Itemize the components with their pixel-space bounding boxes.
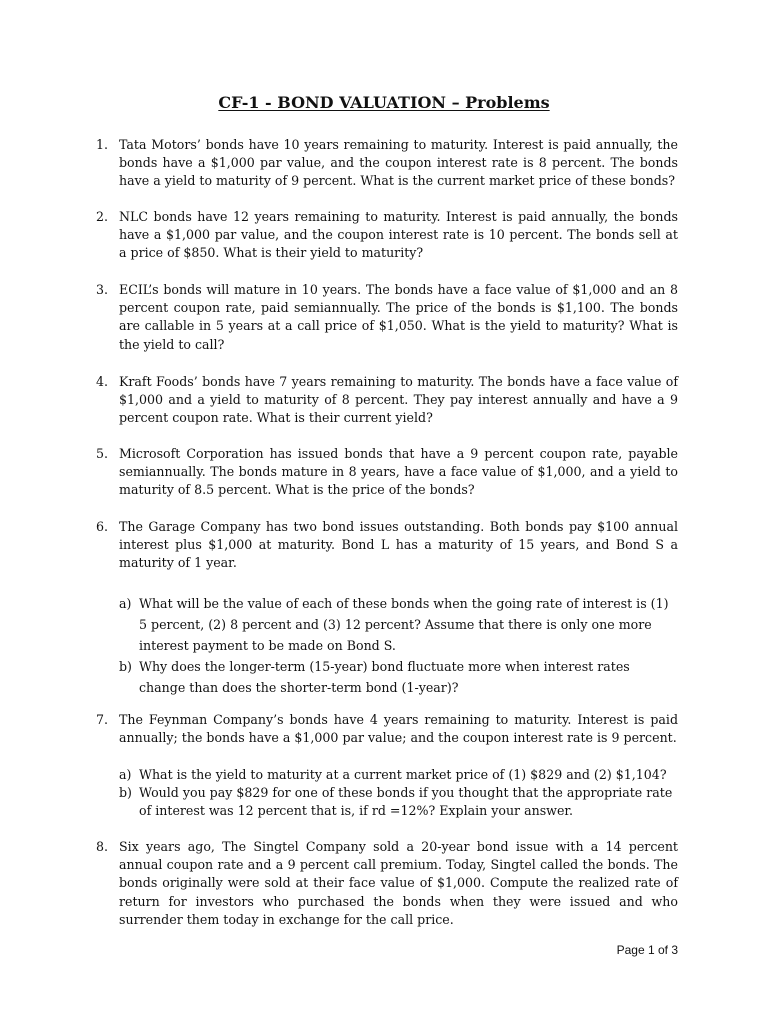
subpart-text: Would you pay $829 for one of these bonds if you thought that the appropriate rate of interest was 12 percent that is, if rd =12%? Explain your answer.	[139, 785, 673, 818]
question-5	[96, 445, 678, 500]
question-7-subparts	[119, 766, 679, 820]
subpart-text: What is the yield to maturity at a current market price of (1) $829 and (2) $1,104?	[139, 767, 667, 782]
question-6-subparts	[119, 593, 679, 698]
question-text: ECIL’s bonds will mature in 10 years. The bonds have a face value of $1,000 and an 8 percent coupon rate, paid semiannually. The price of the bonds is $1,100. The bonds are callable in 5 years at a call price of $1,050. What is the yield to maturity? What is the yield to call?	[119, 282, 678, 352]
subpart-b	[119, 656, 679, 698]
subpart-text: Why does the longer-term (15-year) bond fluctuate more when interest rates change than does the shorter-term bond (1-year)?	[139, 659, 630, 695]
subpart-text: What will be the value of each of these bonds when the going rate of interest is (1) 5 percent, (2) 8 percent and (3) 12 percent? Assume that there is only one more interest payment to be made on Bond S.	[139, 596, 669, 653]
question-number: 2.	[96, 209, 109, 224]
question-text: NLC bonds have 12 years remaining to maturity. Interest is paid annually, the bonds have a $1,000 par value, and the coupon interest rate is 10 percent. The bonds sell at a price of $850. What is their yield to maturity?	[119, 209, 678, 261]
subpart-a	[119, 766, 679, 784]
question-number: 8.	[96, 839, 109, 854]
page-title: CF-1 - BOND VALUATION – Problems	[218, 93, 550, 112]
question-7	[96, 711, 678, 747]
subpart-letter: a)	[119, 767, 132, 782]
subpart-a	[119, 593, 679, 656]
question-8	[96, 838, 678, 929]
question-text: The Feynman Company’s bonds have 4 years remaining to maturity. Interest is paid annually; the bonds have a $1,000 par value; and the coupon interest rate is 9 percent.	[119, 712, 678, 746]
question-1	[96, 136, 678, 191]
question-3	[96, 281, 678, 354]
question-number: 7.	[96, 712, 109, 727]
question-text: Six years ago, The Singtel Company sold a 20-year bond issue with a 14 percent annual coupon rate and a 9 percent call premium. Today, Singtel called the bonds. The bonds originally were sold at their face value of $1,000. Compute the realized rate of return for investors who purchased the bonds when they were issued and who surrender them today in exchange for the call price.	[119, 839, 678, 927]
question-6	[96, 518, 678, 573]
page-number: Page 1 of 3	[616, 943, 678, 957]
question-text: The Garage Company has two bond issues outstanding. Both bonds pay $100 annual interest plus $1,000 at maturity. Bond L has a maturity of 15 years, and Bond S a maturity of 1 year.	[119, 519, 678, 571]
question-4	[96, 373, 678, 428]
question-number: 3.	[96, 282, 109, 297]
subpart-letter: a)	[119, 596, 132, 611]
question-text: Kraft Foods’ bonds have 7 years remaining to maturity. The bonds have a face value of $1,000 and a yield to maturity of 8 percent. They pay interest annually and have a 9 percent coupon rate. What is their current yield?	[119, 374, 678, 426]
question-text: Tata Motors’ bonds have 10 years remaining to maturity. Interest is paid annually, the bonds have a $1,000 par value, and the coupon interest rate is 8 percent. The bonds have a yield to maturity of 9 percent. What is the current market price of these bonds?	[119, 137, 678, 189]
question-text: Microsoft Corporation has issued bonds that have a 9 percent coupon rate, payable semiannually. The bonds mature in 8 years, have a face value of $1,000, and a yield to maturity of 8.5 percent. What is the price of the bonds?	[119, 446, 678, 498]
subpart-letter: b)	[119, 659, 132, 674]
question-number: 4.	[96, 374, 109, 389]
question-2	[96, 208, 678, 263]
question-number: 1.	[96, 137, 109, 152]
subpart-b	[119, 784, 679, 820]
subpart-letter: b)	[119, 785, 132, 800]
question-number: 5.	[96, 446, 109, 461]
question-number: 6.	[96, 519, 109, 534]
